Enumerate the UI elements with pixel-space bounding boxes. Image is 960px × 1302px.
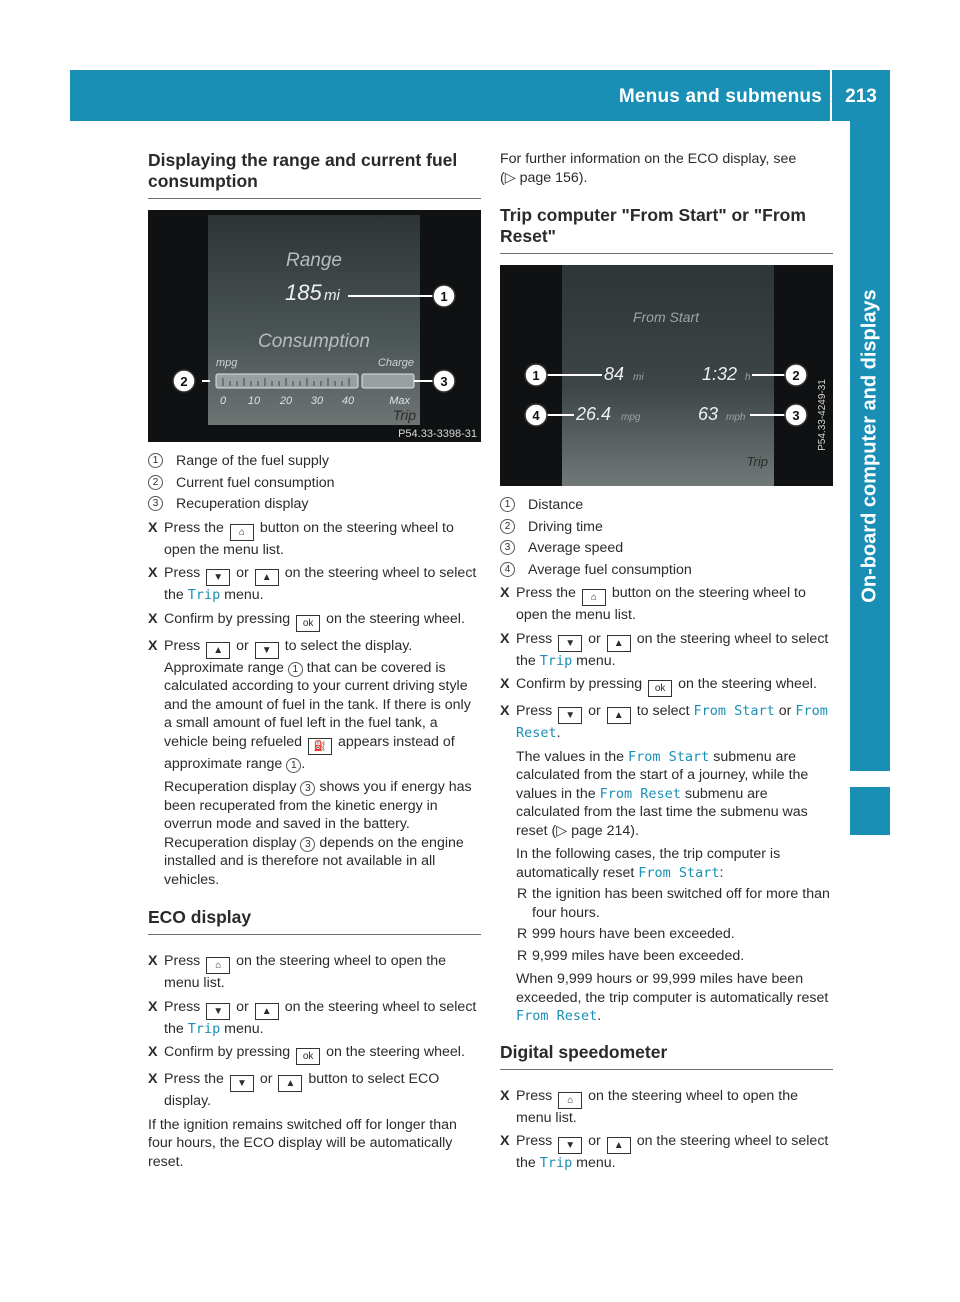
menu-term-trip: Trip <box>187 587 221 603</box>
step-text: menu. <box>224 1020 264 1037</box>
legend-item <box>148 452 481 471</box>
step-text: Press <box>164 637 201 654</box>
up-arrow-icon: ▲ <box>278 1075 302 1092</box>
step-text: or <box>778 703 792 719</box>
bullet-marker: R <box>517 947 528 964</box>
step-text: to select <box>636 703 690 719</box>
fuel-pump-icon: ⛽ <box>308 738 332 755</box>
step-marker: X <box>148 519 158 536</box>
fig1-label: Consumption <box>258 331 370 352</box>
legend-num: 2 <box>148 475 163 490</box>
down-arrow-icon: ▼ <box>230 1075 254 1092</box>
fig1-trip: Trip <box>392 407 416 423</box>
menu-term-trip: Trip <box>539 1155 573 1171</box>
para-text: For further information on the ECO display, see <box>500 151 797 167</box>
side-block <box>850 787 890 835</box>
step-marker: X <box>500 703 510 719</box>
fig1-mpg: mpg <box>216 357 238 369</box>
step-text: appears instead of approximate range <box>164 733 455 772</box>
down-arrow-icon: ▼ <box>206 1003 230 1020</box>
ok-icon: ok <box>648 680 672 697</box>
legend-text: Distance <box>528 497 584 513</box>
step-text: on the steering wheel to select the <box>516 1133 829 1171</box>
para-text: . <box>597 1008 602 1024</box>
paragraph <box>164 778 481 889</box>
step-text: . <box>556 725 561 741</box>
step-text: Confirm by pressing <box>164 1044 291 1060</box>
list-item <box>516 925 833 944</box>
step-text: on the steering wheel. <box>678 676 817 692</box>
legend-text: Average fuel consumption <box>528 561 692 578</box>
home-icon: ⌂ <box>582 589 606 606</box>
step-text: that can be covered is calculated according to your current driving style and the amount of fuel in the tank. If there is only a small amount of fuel left in the fuel tank, a vehicle being refueled <box>164 659 471 750</box>
step-text: on the steering wheel. <box>326 1044 465 1060</box>
fig1-tick-label: 10 <box>247 395 261 407</box>
menu-term-from-start: From Start <box>628 748 710 765</box>
legend-num: 4 <box>500 562 515 577</box>
section-title-eco: ECO display <box>148 907 481 935</box>
step-text: Press <box>516 630 553 647</box>
left-column <box>148 150 481 1173</box>
step <box>148 637 481 774</box>
paragraph <box>516 970 833 1026</box>
step-marker: X <box>148 1071 158 1087</box>
page-number: 213 <box>845 86 877 107</box>
step-marker: X <box>500 585 510 601</box>
ok-icon: ok <box>296 1048 320 1065</box>
step <box>148 1043 481 1065</box>
ok-icon: ok <box>296 615 320 632</box>
legend-num: 3 <box>500 540 515 555</box>
para-text: : <box>719 864 724 881</box>
legend-num: 2 <box>500 519 515 534</box>
step-text: on the steering wheel to open the menu list. <box>516 1087 798 1126</box>
step-marker: X <box>148 610 158 627</box>
menu-term-from-reset: From Reset <box>516 1008 598 1024</box>
legend-item <box>500 561 833 580</box>
step-text: Press <box>164 565 201 581</box>
step <box>500 584 833 625</box>
para-text: When 9,999 hours or 99,999 miles have been exceeded, the trip computer is automatically reset <box>516 971 829 1006</box>
step <box>500 1087 833 1128</box>
legend-num: 1 <box>500 497 515 512</box>
fig1-code: P54.33-3398-31 <box>398 428 477 440</box>
screen-panel <box>208 215 420 425</box>
fig2-callout-1-label: 1 <box>532 368 540 383</box>
fig2-speed-unit: mph <box>726 412 746 423</box>
trip-display-graphic <box>500 265 833 486</box>
bullet-marker: R <box>517 886 528 902</box>
step-text: menu. <box>576 1155 616 1171</box>
up-arrow-icon: ▲ <box>607 635 631 652</box>
right-column <box>500 150 833 1175</box>
fig1-callout-3-label: 3 <box>440 374 448 389</box>
step <box>148 519 481 560</box>
step <box>500 630 833 671</box>
para-text: depends on the engine installed and is therefore not available in all vehicles. <box>164 834 464 888</box>
step-text: on the steering wheel to select the <box>516 630 829 669</box>
paragraph <box>500 150 833 187</box>
menu-term-from-start: From Start <box>638 864 720 881</box>
fig1-tick-label: 40 <box>341 395 355 407</box>
step <box>148 610 481 632</box>
step-text: Confirm by pressing <box>164 610 291 627</box>
up-arrow-icon: ▲ <box>255 569 279 586</box>
step-text: button on the steering wheel to open the menu list. <box>164 519 454 558</box>
step <box>500 1132 833 1173</box>
para-text: submenu are calculated from the start of a journey, while the values in the <box>516 748 809 802</box>
step-marker: X <box>500 1087 510 1104</box>
paragraph <box>516 748 833 841</box>
menu-term-trip: Trip <box>539 652 573 669</box>
menu-term-from-reset: From Reset <box>599 785 681 802</box>
fig1-tick-label: 20 <box>279 395 293 407</box>
fig1-title: Range <box>286 250 342 271</box>
fig2-consumption-unit: mpg <box>621 412 641 423</box>
legend-text: Driving time <box>528 518 603 535</box>
paragraph <box>516 845 833 882</box>
fig2-distance: 84 <box>604 364 625 384</box>
step-text: menu. <box>576 652 616 669</box>
ref-num: 3 <box>300 781 315 796</box>
step-text: Confirm by pressing <box>516 676 643 692</box>
legend-item <box>500 539 833 558</box>
paragraph: If the ignition remains switched off for longer than four hours, the ECO display will be automatically reset. <box>148 1116 457 1170</box>
fig2-callout-3-label: 3 <box>792 408 800 423</box>
menu-term-from-start: From Start <box>693 703 775 719</box>
para-text: The values in the <box>516 748 625 765</box>
step-text: button on the steering wheel to open the menu list. <box>516 585 806 623</box>
step-text: Press the <box>516 585 576 601</box>
up-arrow-icon: ▲ <box>206 642 230 659</box>
down-arrow-icon: ▼ <box>255 642 279 659</box>
fig2-code: P54.33-4249-31 <box>817 379 828 451</box>
step-marker: X <box>500 676 510 692</box>
step-text: on the steering wheel to select the <box>164 998 477 1037</box>
down-arrow-icon: ▼ <box>206 569 230 586</box>
step-marker: X <box>148 953 158 969</box>
step-text: on the steering wheel to select the <box>164 565 477 603</box>
section-title-range: Displaying the range and current fuel consumption <box>148 150 481 199</box>
step-text: Press the <box>164 1071 224 1087</box>
side-tab-label-wrap <box>850 121 890 771</box>
para-text: In the following cases, the trip computer is automatically reset <box>516 846 781 881</box>
fig1-max: Max <box>389 395 410 407</box>
step <box>148 952 481 993</box>
up-arrow-icon: ▲ <box>607 1137 631 1154</box>
legend-text: Range of the fuel supply <box>176 453 330 469</box>
figure-range <box>148 210 481 442</box>
fig2-title: From Start <box>632 309 700 325</box>
menu-term-from-reset: From Reset <box>516 703 828 741</box>
header-divider <box>830 70 832 121</box>
step-text: or <box>259 1071 273 1087</box>
step <box>148 1070 481 1111</box>
fig2-speed: 63 <box>698 404 719 424</box>
step <box>500 702 833 743</box>
legend-item <box>148 495 481 514</box>
figure-trip-computer <box>500 265 833 486</box>
menu-term-trip: Trip <box>187 1020 221 1037</box>
step-text: Press <box>164 953 201 969</box>
step-text: on the steering wheel to open the menu list. <box>164 953 446 991</box>
home-icon: ⌂ <box>558 1092 582 1109</box>
legend-item <box>148 474 481 493</box>
down-arrow-icon: ▼ <box>558 707 582 724</box>
legend-num: 3 <box>148 496 163 511</box>
step-text: or <box>236 565 249 581</box>
section-title-trip-computer: Trip computer "From Start" or "From Reset" <box>500 205 833 254</box>
step-text: or <box>588 630 601 647</box>
bullet-marker: R <box>517 926 528 942</box>
step-marker: X <box>148 1044 158 1060</box>
para-text: submenu are calculated from the last time the submenu was reset <box>516 785 808 839</box>
fig2-callout-2-label: 2 <box>792 368 800 383</box>
fig1-callout-1-label: 1 <box>440 289 448 304</box>
list-item-text: the ignition has been switched off for more than four hours. <box>532 886 830 921</box>
home-icon: ⌂ <box>206 957 230 974</box>
para-text: Recuperation display <box>164 779 297 795</box>
step-text: menu. <box>224 587 264 603</box>
list-item <box>516 885 833 922</box>
up-arrow-icon: ▲ <box>607 707 631 724</box>
side-tab-label: On-board computer and displays <box>858 289 881 603</box>
down-arrow-icon: ▼ <box>558 1137 582 1154</box>
step-text: Press <box>516 703 553 719</box>
step-text: Press the <box>164 519 224 536</box>
fig2-distance-unit: mi <box>633 372 644 383</box>
step <box>148 998 481 1039</box>
page-reference: (▷ page 156). <box>500 169 588 186</box>
step-text: on the steering wheel. <box>326 610 465 627</box>
legend-text: Recuperation display <box>176 496 309 512</box>
legend-text: Average speed <box>528 540 624 556</box>
list-item-text: 9,999 miles have been exceeded. <box>532 947 745 964</box>
step-text: or <box>236 998 249 1015</box>
step-marker: X <box>500 630 510 647</box>
step-text: or <box>588 703 601 719</box>
step-text: button to select ECO display. <box>164 1071 440 1109</box>
range-display-graphic <box>148 210 481 442</box>
step <box>148 564 481 605</box>
fig1-range-value: 185 <box>285 280 322 305</box>
legend-item <box>500 518 833 537</box>
header-title: Menus and submenus <box>618 86 822 107</box>
step-marker: X <box>148 565 158 581</box>
step-text: or <box>588 1133 601 1149</box>
home-icon: ⌂ <box>230 524 254 541</box>
fig1-range-unit: mi <box>324 287 340 304</box>
step-text: Press <box>164 998 201 1015</box>
fig2-trip: Trip <box>746 454 768 469</box>
section-title-digital-speedometer: Digital speedometer <box>500 1042 833 1070</box>
step-text: or <box>236 637 249 654</box>
list-item <box>516 947 833 966</box>
fig1-callout-2-label: 2 <box>180 374 188 389</box>
legend-item <box>500 496 833 515</box>
page-reference: (▷ page 214). <box>551 822 639 839</box>
list-item-text: 999 hours have been exceeded. <box>532 926 735 942</box>
fig1-tick-label: 0 <box>219 395 227 407</box>
legend-num: 1 <box>148 453 163 468</box>
para-text: shows you if energy has been recuperated from the kinetic energy in overrun mode and saved in the battery. Recuperation display <box>164 779 472 851</box>
fig1-charge: Charge <box>377 357 414 369</box>
step-text: to select the display. Approximate range <box>164 637 413 676</box>
fig1-charge-bar <box>362 374 414 388</box>
fig2-time-unit: h <box>745 372 751 383</box>
ref-num: 1 <box>286 758 301 773</box>
fig1-tick-label: 30 <box>310 395 324 407</box>
fig2-callout-4-label: 4 <box>532 408 540 423</box>
step-marker: X <box>148 998 158 1015</box>
step-text: Press <box>516 1133 553 1149</box>
up-arrow-icon: ▲ <box>255 1003 279 1020</box>
step-text: Press <box>516 1087 553 1104</box>
fig2-time: 1:32 <box>702 364 738 384</box>
down-arrow-icon: ▼ <box>558 635 582 652</box>
legend-text: Current fuel consumption <box>176 474 335 491</box>
step-marker: X <box>500 1133 510 1149</box>
bullet-list <box>516 885 833 965</box>
fig2-consumption: 26.4 <box>576 404 612 424</box>
step-text: . <box>301 755 306 772</box>
step-marker: X <box>148 637 158 654</box>
ref-num: 3 <box>300 837 315 852</box>
step <box>500 675 833 697</box>
ref-num: 1 <box>288 662 303 677</box>
